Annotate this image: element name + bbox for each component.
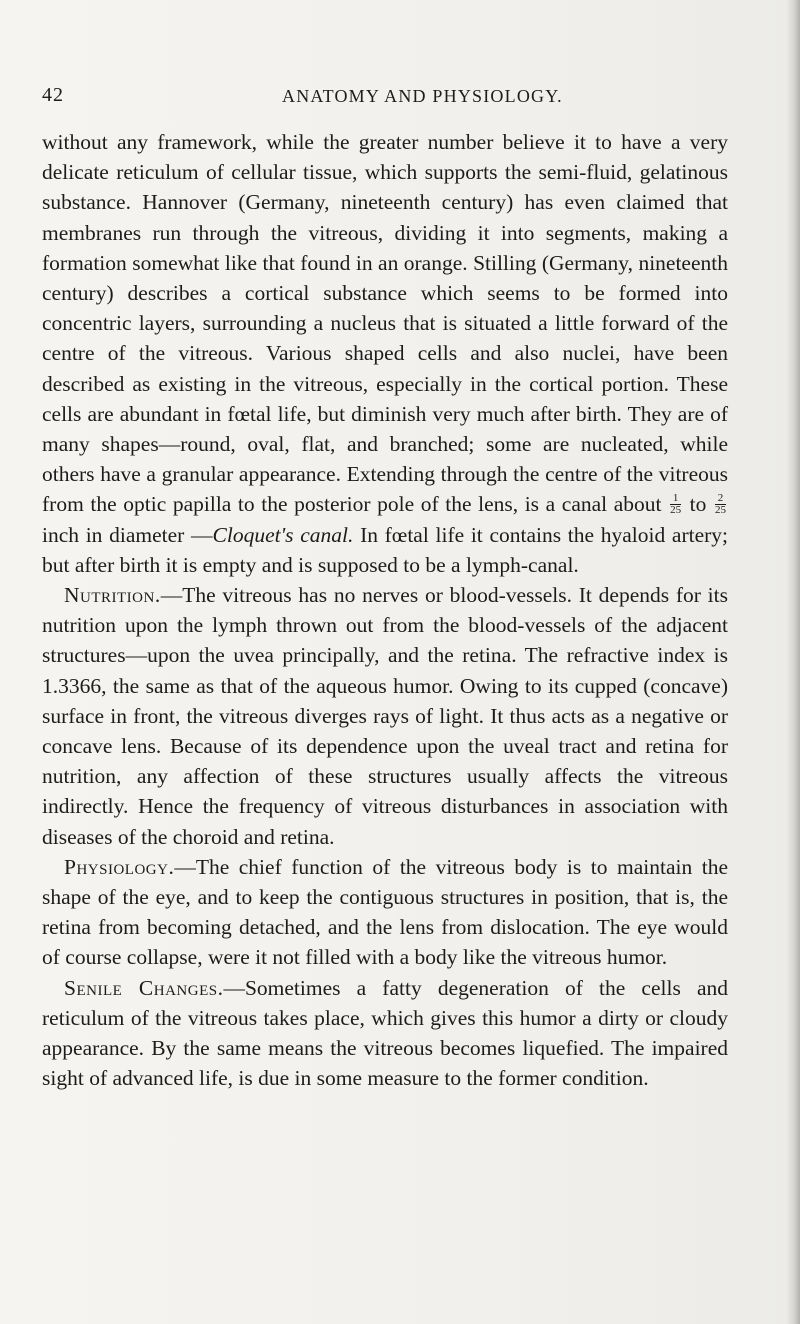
paragraph-text: —The vitreous has no nerves or blood-vessels. It depends for its nutrition upon the lymph thrown out from the blood-vessels of the adjacent structures—upon the uvea principally, and the retina. The refractive index is 1.3366, the same as that of the aqueous humor. Owing to its cupped (concave) surface in front, the vitreous diverges rays of light. It thus acts as a negative or concave lens. Because of its dependence upon the uveal tract and retina for nutrition, any affection of these structures usually affects the vitreous indirectly. Hence the frequency of vitreous disturbances in association with diseases of the choroid and retina. — [42, 583, 728, 849]
fraction-two-twentyfifths: $\frac{2}{25}$ — [715, 492, 726, 517]
paragraph-nutrition — [42, 580, 728, 852]
paragraph-text: —Sometimes a fatty degeneration of the cells and reticulum of the vitreous takes place, which gives this humor a dirty or cloudy appearance. By the same means the vitreous becomes liquefied. The impaired sight of advanced life, is due in some measure to the former condition. — [42, 975, 728, 1091]
section-heading-nutrition: Nutrition. — [64, 583, 161, 608]
running-head: ANATOMY AND PHYSIOLOGY. — [282, 86, 563, 106]
paragraph-text: to — [689, 492, 707, 517]
paragraph-text: inch in diameter — — [42, 522, 213, 547]
fraction-one-twentyfifth: $\frac{1}{25}$ — [670, 492, 682, 517]
paragraph-physiology — [42, 852, 728, 973]
section-heading-senile-changes: Senile Changes. — [64, 975, 224, 1000]
paragraph-text: In fœtal life it contains the hyaloid artery; but after birth it is empty and is supposed to be a lymph-canal. — [42, 522, 729, 577]
paragraph-text: without any framework, while the greater number believe it to have a very delicate reticulum of cellular tissue, which supports the semi-fluid, gelatinous substance. Hannover (Germany, nineteenth century) has even claimed that membranes run through the vitreous, dividing it into segments, making a formation somewhat like that found in an orange. Stilling (Germany, nineteenth century) describes a cortical substance which seems to be formed into concentric layers, surrounding a nucleus that is situated a little forward of the centre of the vitreous. Various shaped cells and also nuclei, have been described as existing in the vitreous, especially in the cortical portion. These cells are abundant in fœtal life, but diminish very much after birth. They are of many shapes—round, oval, flat, and branched; some are nucleated, while others have a granular appearance. Extending through the centre of the vitreous from the optic papilla to the posterior pole of the lens, is a canal about — [42, 130, 728, 517]
page-number: 42 — [42, 84, 64, 106]
section-heading-physiology: Physiology. — [64, 854, 175, 879]
paragraph-vitreous-structure — [42, 127, 728, 580]
page-edge-shadow — [786, 0, 800, 1324]
body-text — [42, 127, 728, 1094]
page-header — [42, 84, 728, 118]
paragraph-text: —The chief function of the vitreous body is to maintain the shape of the eye, and to keep the contiguous structures in position, that is, the retina from becoming detached, and the lens from dislocation. The eye would of course collapse, were it not filled with a body like the vitreous humor. — [42, 854, 728, 970]
paragraph-senile-changes — [42, 973, 728, 1094]
term-cloquets-canal: Cloquet's canal. — [212, 522, 354, 547]
